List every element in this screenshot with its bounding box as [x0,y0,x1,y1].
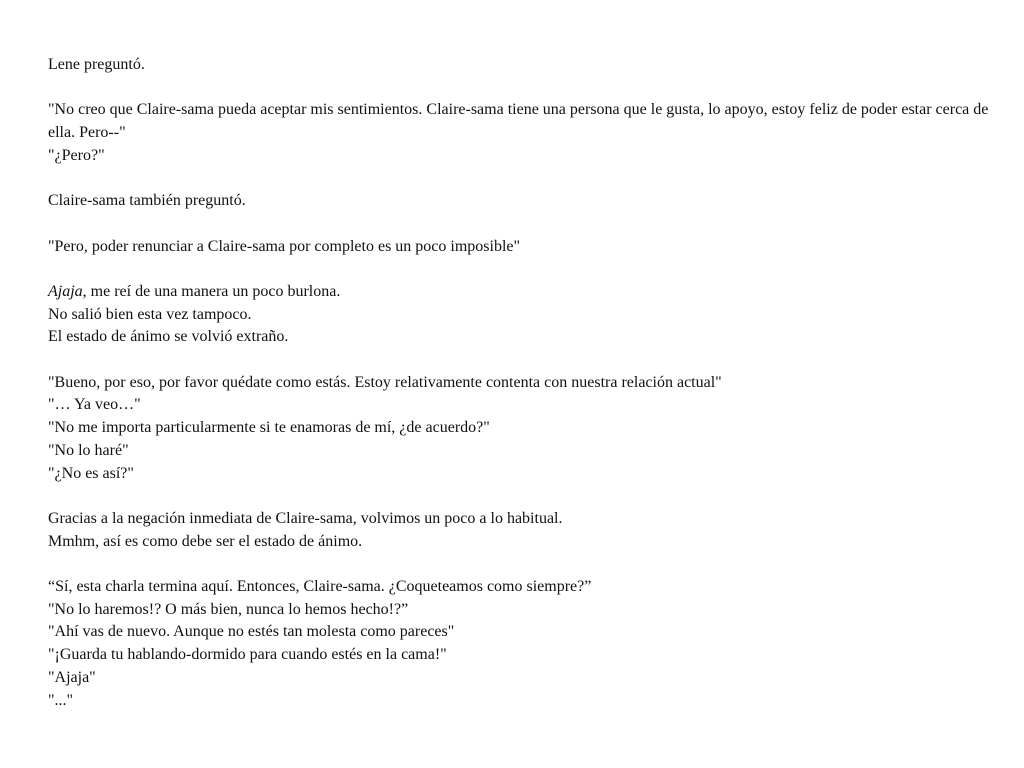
paragraph-gap [48,258,998,281]
text-line: "..." [48,691,74,709]
text-line: "Ajaja" [48,668,96,686]
text-line: "¡Guarda tu hablando-dormido para cuando estés en la cama!" [48,646,447,664]
text-line: "No lo haremos!? O más bien, nunca lo hemos hecho!?” [48,600,409,618]
text-line: "¿No es así?" [48,464,134,482]
text-line: Claire-sama también preguntó. [48,192,246,210]
text-line: "Ahí vas de nuevo. Aunque no estés tan molesta como pareces" [48,623,455,641]
text-line: "No me importa particularmente si te enamoras de mí, ¿de acuerdo?" [48,419,490,437]
paragraph-gap [48,349,998,372]
text-line-mixed [48,281,998,304]
text-line: "… Ya veo…" [48,396,141,414]
paragraph-gap [48,77,998,100]
text-line: "Bueno, por eso, por favor quédate como estás. Estoy relativamente contenta con nuestra relación actual" [48,373,722,391]
text-line: Lene preguntó. [48,56,145,73]
text-line: "No lo haré" [48,441,129,459]
text-line: “Sí, esta charla termina aquí. Entonces, Claire-sama. ¿Coqueteamos como siempre?” [48,578,592,596]
text-line: No salió bien esta vez tampoco. [48,305,252,323]
text-line: "¿Pero?" [48,146,105,164]
text-line: "Pero, poder renunciar a Claire-sama por completo es un poco imposible" [48,237,521,255]
document-body [48,54,998,712]
text-line: Gracias a la negación inmediata de Claire-sama, volvimos un poco a lo habitual. [48,509,563,527]
paragraph-gap [48,213,998,236]
paragraph-gap [48,553,998,576]
paragraph-gap [48,168,998,191]
text-line: "No creo que Claire-sama pueda aceptar mis sentimientos. Claire-sama tiene una persona que le gusta, lo apoyo, estoy feliz de poder estar cerca de ella. Pero--" [48,101,989,142]
text-line: Mmhm, así es como debe ser el estado de ánimo. [48,532,363,550]
paragraph-gap [48,485,998,508]
text-line: El estado de ánimo se volvió extraño. [48,328,289,346]
text-run: , me reí de una manera un poco burlona. [82,282,341,300]
italic-word: Ajaja [48,282,83,300]
